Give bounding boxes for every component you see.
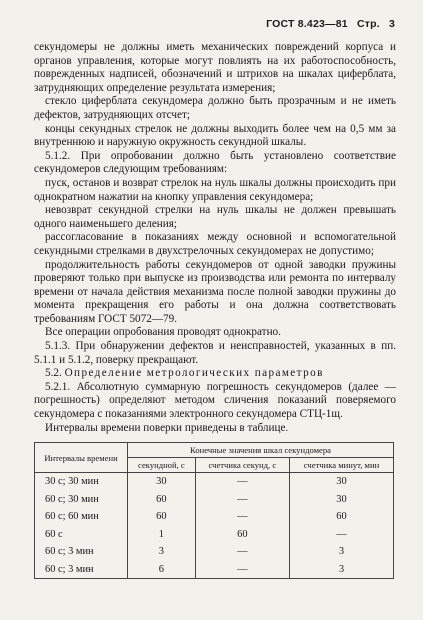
page-number: 3 — [388, 18, 395, 30]
paragraph: пуск, останов и возврат стрелок на нуль шкалы должны происходить при однократном нажатии на кнопку управления секундомера; — [34, 176, 396, 203]
col-header-seconds: секундной, с — [128, 458, 196, 473]
table-row — [35, 561, 394, 579]
paragraph: Все операции опробования проводят однократно. — [45, 326, 281, 339]
paragraph: секундомеры не должны иметь механических повреждений корпуса и органов управления, которые могут повлиять на их работоспособность, поврежденных надписей, обозначений и штрихов на шкалах циферблата, затрудняющих определение результата измерения; — [34, 41, 396, 94]
table-row — [35, 473, 394, 491]
cell-interval: 60 с; 60 мин — [35, 508, 128, 526]
page-header — [260, 18, 395, 30]
paragraph: Интервалы времени поверки приведены в таблице. — [45, 421, 289, 434]
cell-counter-sec: — — [195, 543, 289, 561]
col-header-interval: Интервалы времени — [35, 443, 128, 473]
intervals-table — [34, 442, 394, 579]
table-row — [35, 543, 394, 561]
cell-counter-sec: 60 — [195, 526, 289, 544]
table-row — [35, 508, 394, 526]
cell-interval: 30 с; 30 мин — [35, 473, 128, 491]
cell-interval: 60 с; 30 мин — [35, 491, 128, 509]
paragraph: 5.2.1. Абсолютную суммарную погрешность секундомеров (далее — погрешность) определяют методом сличения показаний поверяемого секундомера с показаниями электронного секундомера СТЦ-1щ. — [34, 380, 396, 421]
group-header: Конечные значения шкал секундомера — [128, 443, 394, 458]
cell-seconds: 60 — [128, 508, 196, 526]
paragraph: невозврат секундной стрелки на нуль шкалы не должен превышать одного наименьшего деления; — [34, 204, 396, 230]
cell-counter-sec: — — [195, 561, 289, 579]
cell-interval: 60 с — [35, 526, 128, 544]
section-heading — [34, 367, 396, 381]
document-body — [34, 41, 396, 435]
cell-counter-min: 3 — [289, 543, 393, 561]
page-label: Стр. — [356, 18, 380, 30]
section-title: Определение метрологических параметров — [64, 367, 324, 380]
cell-counter-sec: — — [195, 508, 289, 526]
col-header-counter-min: счетчика минут, мин — [289, 458, 393, 473]
cell-interval: 60 с; 3 мин — [35, 561, 128, 579]
cell-seconds: 60 — [128, 491, 196, 509]
paragraph: 5.1.3. При обнаружении дефектов и неисправностей, указанных в пп. 5.1.1 и 5.1.2, поверку прекращают. — [34, 340, 396, 366]
standard-code: ГОСТ 8.423—81 — [266, 18, 348, 30]
table-row — [35, 526, 394, 544]
cell-counter-min: 60 — [289, 508, 393, 526]
paragraph: стекло циферблата секундомера должно быть прозрачным и не иметь дефектов, затрудняющих отсчет; — [34, 95, 396, 121]
paragraph: рассогласование в показаниях между основной и вспомогательной секундными стрелками в двухстрелочных секундомерах не допустимо; — [34, 231, 396, 257]
section-number: 5.2. — [45, 367, 62, 380]
paragraph: концы секундных стрелок не должны выходить более чем на 0,5 мм за внутреннюю и наружную окружность секундной шкалы. — [34, 122, 396, 149]
cell-seconds: 6 — [128, 561, 196, 579]
cell-counter-sec: — — [195, 491, 289, 509]
cell-counter-sec: — — [195, 473, 289, 491]
paragraph: продолжительность работы секундомеров от одной заводки пружины проверяют только при выпуске из производства или ремонта по интервалу времени от начала действия механизма после полной заводки пружины до момента прекращения его работы и она должна соответствовать требованиям ГОСТ 5072—79. — [34, 258, 396, 325]
cell-seconds: 1 — [128, 526, 196, 544]
cell-seconds: 30 — [128, 473, 196, 491]
cell-interval: 60 с; 3 мин — [35, 543, 128, 561]
table-row — [35, 491, 394, 509]
cell-counter-min: — — [289, 526, 393, 544]
paragraph: 5.1.2. При опробовании должно быть установлено соответствие секундомеров следующим требованиям: — [34, 149, 396, 176]
cell-counter-min: 3 — [289, 561, 393, 579]
cell-counter-min: 30 — [289, 473, 393, 491]
cell-counter-min: 30 — [289, 491, 393, 509]
col-header-counter-sec: счетчика секунд, с — [195, 458, 289, 473]
cell-seconds: 3 — [128, 543, 196, 561]
